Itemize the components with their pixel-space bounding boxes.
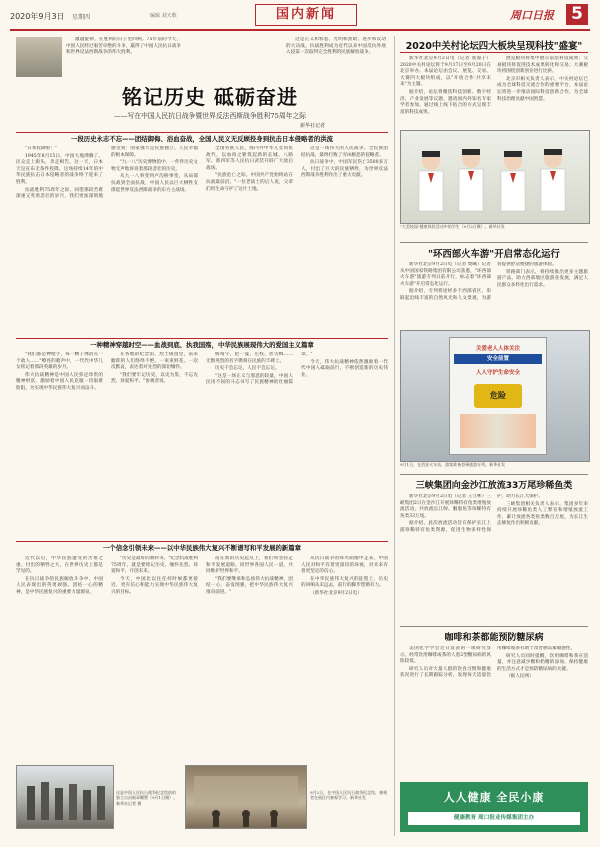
right1-rule [400,52,588,53]
page-header [10,2,590,28]
section3-rule [16,541,388,542]
memorial-sculpture-icon [17,766,113,828]
right4-rule-top [400,626,588,627]
right1-body: 新华社北京9月2日电（记者 张漫子）2020中关村论坛将于9月17日至9月20日在北京举办。本届论坛由会议、展览、交易、大赛四大板块组成，以"开放合作·共享未来"为主题。 据介绍，论坛将聚焦科技创新、数字经济、产业发展等议题，邀请国内外知名专家学者参加，通过线上线下结合的方式呈现丰富的科技成果。 展览板块将集中展示前沿科技成果；交易板块将促进技术成果转化和交易；大赛板块将围绕创新创业进行比拼。 北京市相关负责人表示，中关村论坛已成为全球科技交流合作的重要平台，本届论坛将进一步推动国际科技创新合作，为全球科技治理贡献中国智慧。 [400,56,588,115]
train-station-caption: 9月1日，在西安火车站，游客准备登乘旅游专列。新华社发 [400,462,506,467]
intro-side: 这是正义和邪恶、光明和黑暗、进步和反动的大决战。抗战胜利成为近代以来中国反抗外敌入侵第一次取得完全胜利的民族解放战争。 [286,37,386,56]
main-headline: 铭记历史 砥砺奋进 [122,85,298,109]
health-banner-title: 人人健康 全民小康 [443,791,545,804]
right3-rule-top [400,474,588,475]
column-name: 国内新闻 [255,4,357,26]
signboard-line-1: 关爱老人人体关注 [475,346,520,352]
right1-title: 2020中关村论坛四大板块呈现科技"盛宴" [405,41,583,52]
students-photo [400,130,590,224]
danger-sign-icon: 危险 [474,384,522,408]
section1-body: "日本投降啦！" 1945年8月15日，中国大地沸腾了。民众走上街头，奔走相告。这一天，日本天皇宣布无条件投降，这场持续14年的中华民族抗击日本侵略者的战争终于迎来了胜利。 抗战胜利75周年之际，回望那段苦难深重又英勇悲壮的岁月，我们更加深刻地感受到：国家强大是民族独立、人民幸福的根本保障。 "九一八"历史博物馆中，一件件历史文物无声地诉说着那段悲壮的历史。 从九一八事变到卢沟桥事变，从局部抗战到全面抗战，中国人民以巨大牺牲支撑起世界反法西斯战争的东方主战场。 全国各族人民，海内外中华儿女同仇敌忾，以血肉之躯筑起新的长城。八路军、新四军等人民抗日武装开辟广大敌后战场。 "民族危亡之际，中国共产党始终站在抗战最前沿。"一位老战士的后人说，父辈们用生命守护了这片土地。 这是一场伟大的人民战争。全民族团结抗战，最终打败了穷凶极恶的侵略者。 抗日战争中，中国军民伤亡3500多万人，付出了巨大的民族牺牲，为世界反法西斯战争胜利作出了重大贡献。 [16,146,388,200]
section3-title: 一个信念引领未来——以中华民族伟大复兴不断谱写和平发展的新篇章 [102,544,302,552]
memorial-photo-caption: 这是中国人民抗日战争纪念馆前的独立自由勋章雕塑（9月1日摄）。新华社记者 摄 [116,790,178,806]
right2-rule-top [400,242,588,243]
section2-body: "我们都是神枪手，每一颗子弹消灭一个敌人……"嘹亮的歌声中，一代代中华儿女铭记着那段英雄的岁月。 伟大抗战精神是中国人民弥足珍贵的精神财富，激励着中国人民克服一切艰难险阻、为实现中华民族伟大复兴而奋斗。 在各地的纪念馆、烈士陵园里，前来瞻仰的人们络绎不绝。一束束鲜花、一次次默哀，表达着对先烈的深切缅怀。 "我们要牢记历史，以史为鉴，不忘先烈，珍爱和平。"参观者说。 杨靖宇、赵一曼、左权、彭雪枫……无数英烈的名字镌刻在民族的丰碑上。 历史不会忘记，人民不会忘记。 "这是一场正义与邪恶的较量，中国人民用不屈的斗志书写了民族精神的壮丽篇章。" 今天，伟大抗战精神依然激励着一代代中国人砥砺前行，不断创造新的历史伟业。 [16,352,388,391]
main-subtitle: ——写在中国人民抗日战争暨世界反法西斯战争胜利75周年之际 [113,112,307,120]
museum-photo [185,765,307,829]
exhibition-hall-icon [186,766,306,828]
section3-body: 近代以后，中华民族遭受的苦难之重、付出的牺牲之大，在世界历史上都是罕见的。 在抗日战争的民族解放斗争中，中国人民表现出的英勇顽强、团结一心的精神，是中华民族复兴的重要力量源泉。 "历史是最好的教科书。"纪念抗战胜利75周年，就是要铭记历史、缅怀先烈、珍爱和平、开创未来。 今天，中国比以往任何时候都更接近、更有信心和能力实现中华民族伟大复兴的目标。 站在新的历史起点上，我们将坚持走和平发展道路，同世界各国人民一道，共同维护世界和平。 "我们要继承和弘扬伟大抗战精神，团结一心、奋发图强，把中华民族伟大复兴推向前进。" 从抗日战争的烽火硝烟中走来，中国人民对和平有着更深切的珍视，对未来有着更坚定的信心。 在中华民族伟大复兴的征程上，历史的回响从未远去，前行的脚步铿锵有力。 （新华社北京9月2日电） [16,556,388,596]
health-banner-subtitle: 健康教育 周口报业传媒集团主办 [408,812,580,825]
health-banner [400,782,588,832]
right3-body: 新华社北京9月2日电（记者 王立彬）三峡集团2日在金沙江开展珍稀特有鱼类增殖放流活动，共放流长江鲟、胭脂鱼等珍稀特有鱼类33万尾。 据介绍，此次放流活动旨在保护长江上游珍稀特有鱼类资源，促进生物多样性保护，助力长江大保护。 三峡集团相关负责人表示，集团多年来持续开展珍稀鱼类人工繁育和增殖放流工作，累计放流各类鱼类数百万尾，为长江生态修复作出积极贡献。 [400,494,588,533]
signboard-illustration [460,414,536,448]
safety-signboard [449,337,547,455]
page-number: 5 [566,4,588,25]
memorial-photo [16,765,114,829]
signboard-line-3: 人人守护生命安全 [475,370,520,376]
intro-lead: 激越旋律，在胜利的日子里回响。75年前的今天，中国人民经过艰苦卓绝的斗争，赢得了中国人民抗日战争和世界反法西斯战争的伟大胜利。 [66,37,181,56]
column-divider [394,36,395,836]
section1-title: 一段历史永志不忘——团结御侮、浴血奋战，全国人民义无反顾投身到抗击日本侵略者的洪流 [70,135,333,143]
right2-title: "环西部火车游"开启常态化运行 [428,249,560,260]
editor-info: 编辑 刘天歌 [150,13,177,19]
right4-title: 咖啡和茶都能预防糖尿病 [444,633,544,643]
children-figures-icon [401,131,589,223]
header-rule [10,29,590,31]
section2-title: 一种精神穿越时空——血战到底、执我国殇，中华民族展现伟大的爱国主义篇章 [90,341,314,349]
main-byline: 新华社记者 [300,123,326,129]
section2-rule [16,338,388,339]
museum-photo-caption: 9月2日，在中国人民抗日战争纪念馆，参观者在展区内参观学习。新华社发 [310,790,388,801]
section1-rule [16,132,388,133]
right4-body: 美国化学学会近日发表的一项研究显示，经常饮用咖啡或茶的人患2型糖尿病的风险较低。 研究人员对大量人群的饮食习惯和健康状况进行了长期跟踪分析，发现每天适量饮用咖啡或茶有助于改善胰岛素敏感性。 研究人员同时提醒，饮用咖啡和茶应适量，并注意减少糖和奶精的添加，保持健康的生活方式才是预防糖尿病的关键。 （据人民网） [400,646,588,680]
newspaper-brand: 周口日报 [510,9,554,22]
issue-date: 2020年9月3日 [10,12,65,21]
right2-body: 新华社北京9月2日电（记者 樊曦）记者从中国国家铁路集团有限公司获悉，"环西部火车游"旅游专列日前开行，标志着"环西部火车游"开启常态化运行。 据介绍，专列将途经多个西部省区，串联起沿线丰富的自然风光和人文景观，为游客提供舒适便捷的旅游体验。 铁路部门表示，将持续推出更多主题旅游产品，助力西部地区旅游业发展，满足人民群众多样化出行需求。 [400,262,588,301]
students-photo-caption: "大美校园"健康体验活动中的学生（9月2日摄）。新华社发 [400,224,505,229]
intro-photo-left [16,37,62,77]
weekday: 星期四 [72,14,91,21]
train-station-photo [400,330,590,462]
right3-title: 三峡集团向金沙江放流33万尾珍稀鱼类 [415,481,573,491]
signboard-line-2: 安全前置 [454,354,542,364]
